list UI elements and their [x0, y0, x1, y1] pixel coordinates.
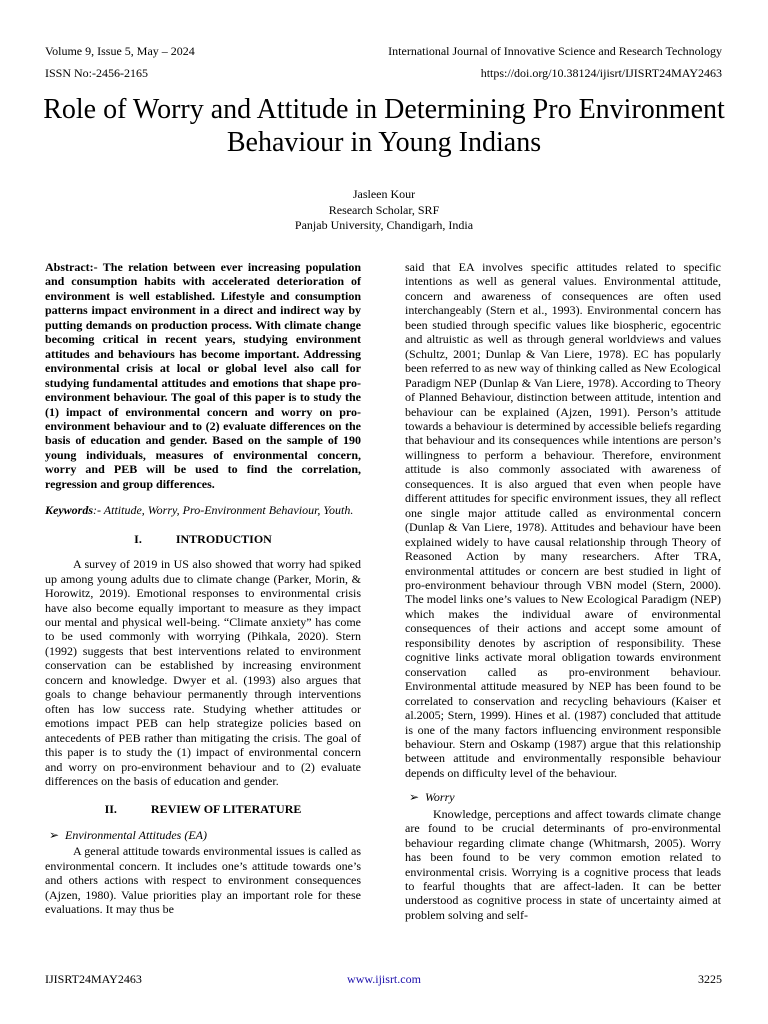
section-number: I. — [134, 531, 142, 546]
paper-title: Role of Worry and Attitude in Determining Pro Environment Behaviour in Young Indians — [43, 94, 725, 158]
bullet-arrow-icon: ➢ — [49, 827, 60, 842]
right-column — [405, 260, 721, 922]
volume-issue: Volume 9, Issue 5, May – 2024 — [45, 44, 195, 58]
issn: ISSN No:-2456-2165 — [45, 66, 149, 80]
keywords-label: Keywords — [45, 503, 93, 518]
ea-paragraph-start: A general attitude towards environmental issues is called as environmental concern. It includes one’s attitude towards one’s and others actions with respect to environment consequences (Ajzen, 1980). Value priorities play an important role for these evaluations. It may thus be — [45, 844, 361, 917]
keywords — [45, 503, 361, 517]
author-block — [40, 187, 728, 234]
left-column — [45, 260, 361, 917]
keywords-text: :- Attitude, Worry, Pro-Environment Behaviour, Youth. — [93, 503, 354, 518]
footer-website-link[interactable]: www.ijisrt.com — [347, 972, 421, 986]
section-heading-review — [45, 802, 361, 816]
author-role: Research Scholar, SRF — [328, 202, 440, 217]
section-number: II. — [104, 802, 117, 817]
subsection-title: Worry — [425, 790, 455, 805]
bullet-arrow-icon: ➢ — [409, 790, 420, 805]
section-heading-introduction — [45, 532, 361, 546]
journal-name: International Journal of Innovative Science and Research Technology — [388, 44, 722, 58]
worry-paragraph: Knowledge, perceptions and affect towards climate change are found to be crucial determinants of pro-environmental behaviour regarding climate change (Whitmarsh, 2005). Worry has been found to be very common emotion related to environmental crisis. Worrying is a cognitive process that leads to fearful thoughts that are affect-laden. It can be better understood as cognitive process in state of uncertainty aimed at problem solving and self- — [405, 806, 721, 922]
section-title: REVIEW OF LITERATURE — [150, 802, 302, 817]
author-name: Jasleen Kour — [352, 187, 416, 201]
abstract: Abstract:- The relation between ever increasing population and consumption habits with accelerated deterioration of environment is well established. Lifestyle and consumption patterns impact environment in a direct and indirect way by putting demands on production process. With climate change becoming critical in recent years, studying environment attitudes and behaviours has become important. Addressing environmental crisis at local or global level also call for studying fundamental attitudes and emotions that shape pro-environment behaviour. The goal of this paper is to study the (1) impact of environmental concern and worry on pro-environment behaviour and to (2) evaluate differences on the basis of education and gender. Based on the sample of 190 young individuals, measures of environmental concern, worry and PEB will be used to find the correlation, regression and group differences. — [45, 260, 361, 491]
page-number: 3225 — [698, 972, 722, 986]
author-affiliation: Panjab University, Chandigarh, India — [294, 218, 474, 232]
footer-code: IJISRT24MAY2463 — [45, 972, 142, 986]
ea-paragraph-continued: said that EA involves specific attitudes related to specific intentions as well as general values. Environmental attitude, concern and awareness of consequences are often used interchangeably (Stern et al., 1993). Environmental concern has been studied through specific values like biospheric, egocentric and altruistic as well as through general worldviews and values (Schultz, 2001; Dunlap & Van Liere, 1978). EC has popularly been referred to as new way of thinking called as New Ecological Paradigm NEP (Dunlap & Van Liere, 1978). According to Theory of Planned Behaviour, distinction between attitude, intention and behaviour can be explained (Ajzen, 1991). Person’s attitude towards a behaviour is determined by accessible beliefs regarding that behaviour and its consequences while intentions are person’s willingness to perform a behaviour. Therefore, environment attitude is also commonly associated with awareness of consequences. It is also argued that even when people have different attitudes for specific environment issues, they all reflect one single major attitude called as environmental concern (Dunlap & Van Liere, 1978). Attitudes and behaviour have been explained widely to have causal relationship through Theory of Reasoned Action by many researchers. After TRA, environmental attitudes or concern are best studied in light of pro-environment behaviour through VBN model (Stern, 2000). The model links one’s values to New Ecological Paradigm (NEP) which makes the individual aware of environmental consequences of their actions and accept some amount of responsibility denotes by ascription of responsibility. These cognitive links activate moral obligation towards environment conservation called as pro-environment behaviour. Environmental attitude measured by NEP has been found to be correlated to conservation and recycling behaviours (Kaiser et al.2005; Stern, 1999). Hines et al. (1987) concluded that attitude is one of the many factors influencing environment responsible behaviour. Stern and Oskamp (1987) argue that this relationship between attitude and environmentally responsible behaviour depends on difficulty level of the behaviour. — [405, 260, 721, 780]
subsection-title: Environmental Attitudes (EA) — [65, 827, 207, 842]
doi-link[interactable]: https://doi.org/10.38124/ijisrt/IJISRT24MAY2463 — [480, 66, 722, 80]
section-title: INTRODUCTION — [175, 531, 272, 546]
introduction-paragraph: A survey of 2019 in US also showed that worry had spiked up among young adults due to climate change (Parker, Morin, & Horowitz, 2019). Emotional responses to environmental crisis have also become equally important to measure as they impact our mental and physical well-being. “Climate anxiety” has come to be used commonly with worrying (Pihkala, 2020). Stern (1992) suggests that best interventions related to environment conservation can be established by increasing environment concern and knowledge. Dwyer et al. (1993) also argues that goals to change behaviour permanently through interventions often has low success rate. Studying whether attitudes or emotions impact PEB can help strategize policies based on antecedents of PEB rather than mitigating the crisis. The goal of this paper is to study the (1) impact of environmental concern and worry on pro-environment behaviour and to (2) evaluate differences on the basis of education and gender. — [45, 557, 361, 788]
subsection-heading-ea — [49, 828, 361, 842]
subsection-heading-worry — [409, 790, 721, 804]
